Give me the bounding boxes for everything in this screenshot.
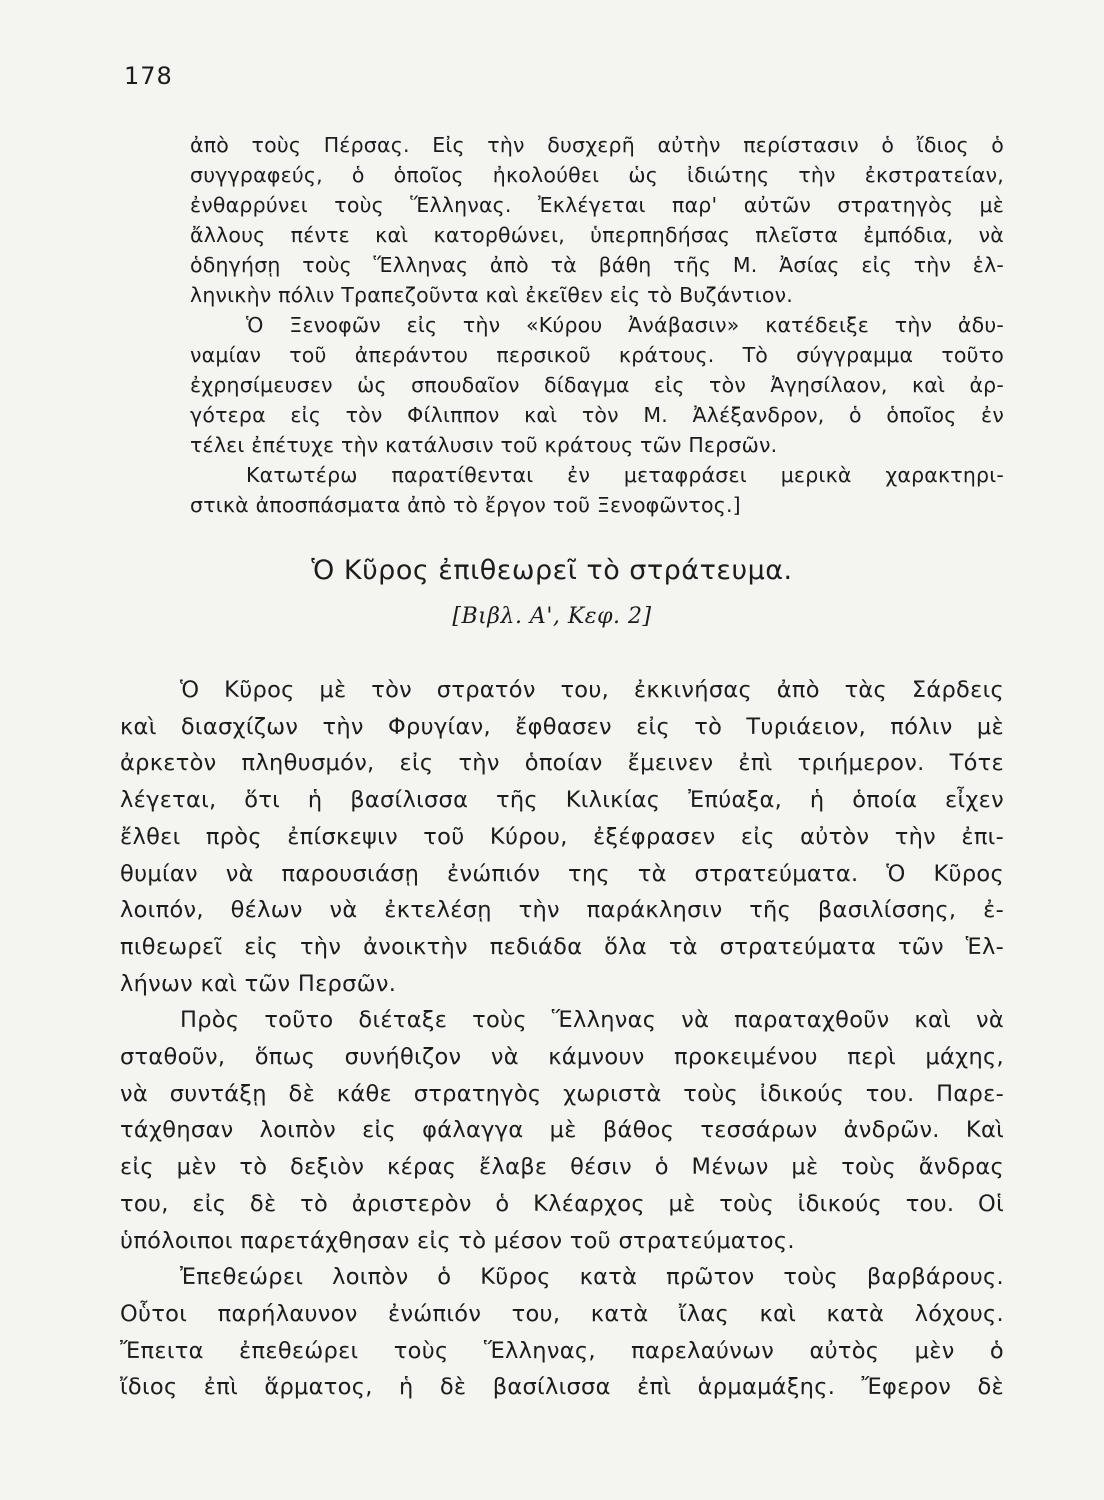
body-line: τάχθησαν λοιπὸν εἰς φάλαγγα μὲ βάθος τεσσάρων ἀνδρῶν. Καὶ: [120, 1117, 1004, 1144]
body-line: Ἐπεθεώρει λοιπὸν ὁ Κῦρος κατὰ πρῶτον τοὺς βαρβάρους.: [180, 1264, 1004, 1291]
body-line: σταθοῦν, ὅπως συνήθιζον νὰ κάμνουν προκειμένου περὶ μάχης,: [120, 1044, 1004, 1071]
intro-line: ἐχρησίμευσεν ὡς σπουδαῖον δίδαγμα εἰς τὸν Ἀγησίλαον, καὶ ἀρ-: [190, 373, 1004, 397]
body-line: πιθεωρεῖ εἰς τὴν ἀνοικτὴν πεδιάδα ὅλα τὰ στρατεύματα τῶν Ἑλ-: [120, 933, 1004, 960]
intro-line: γότερα εἰς τὸν Φίλιππον καὶ τὸν Μ. Ἀλέξανδρον, ὁ ὁποῖος ἐν: [190, 403, 1004, 427]
main-text: [120, 672, 1004, 1406]
body-line: νὰ συντάξῃ δὲ κάθε στρατηγὸς χωριστὰ τοὺς ἰδικούς του. Παρε-: [120, 1080, 1004, 1107]
body-line: Οὗτοι παρήλαυνον ἐνώπιόν του, κατὰ ἴλας καὶ κατὰ λόχους.: [120, 1300, 1004, 1327]
body-line: λήνων καὶ τῶν Περσῶν.: [120, 970, 397, 997]
intro-line: τέλει ἐπέτυχε τὴν κατάλυσιν τοῦ κράτους τῶν Περσῶν.: [190, 433, 778, 457]
body-line: Ὁ Κῦρος μὲ τὸν στρατόν του, ἐκκινήσας ἀπὸ τὰς Σάρδεις: [180, 677, 1004, 703]
intro-line: ὁδηγήσῃ τοὺς Ἕλληνας ἀπὸ τὰ βάθη τῆς Μ. Ἀσίας εἰς τὴν ἑλ-: [190, 253, 1004, 277]
body-line: ὑπόλοιποι παρετάχθησαν εἰς τὸ μέσον τοῦ στρατεύματος.: [120, 1227, 795, 1254]
body-line: ἔλθει πρὸς ἐπίσκεψιν τοῦ Κύρου, ἐξέφρασεν εἰς αὐτὸν τὴν ἐπι-: [120, 823, 1004, 850]
intro-line: ἄλλους πέντε καὶ κατορθώνει, ὑπερπηδήσας πλεῖστα ἐμπόδια, νὰ: [190, 223, 1004, 247]
intro-line: ναμίαν τοῦ ἀπεράντου περσικοῦ κράτους. Τὸ σύγγραμμα τοῦτο: [190, 343, 1004, 367]
body-line: Πρὸς τοῦτο διέταξε τοὺς Ἕλληνας νὰ παραταχθοῦν καὶ νὰ: [180, 1007, 1004, 1034]
intro-line: συγγραφεύς, ὁ ὁποῖος ἠκολούθει ὡς ἰδιώτης τὴν ἐκστρατείαν,: [190, 163, 1004, 187]
body-line: Ἔπειτα ἐπεθεώρει τοὺς Ἕλληνας, παρελαύνων αὐτὸς μὲν ὁ: [120, 1337, 1004, 1364]
body-line: εἰς μὲν τὸ δεξιὸν κέρας ἔλαβε θέσιν ὁ Μένων μὲ τοὺς ἄνδρας: [120, 1154, 1004, 1181]
page-number: 178: [124, 62, 173, 90]
body-line: θυμίαν νὰ παρουσιάσῃ ἐνώπιόν της τὰ στρατεύματα. Ὁ Κῦρος: [120, 860, 1004, 887]
body-line: λοιπόν, θέλων νὰ ἐκτελέσῃ τὴν παράκλησιν τῆς βασιλίσσης, ἐ-: [120, 897, 1004, 924]
body-line: λέγεται, ὅτι ἡ βασίλισσα τῆς Κιλικίας Ἐπύαξα, ἡ ὁποία εἶχεν: [120, 787, 1004, 814]
intro-line: στικὰ ἀποσπάσματα ἀπὸ τὸ ἔργον τοῦ Ξενοφῶντος.]: [190, 493, 741, 517]
chapter-heading: Ὁ Κῦρος ἐπιθεωρεῖ τὸ στράτευμα.: [311, 555, 793, 586]
intro-line: ληνικὴν πόλιν Τραπεζοῦντα καὶ ἐκεῖθεν εἰς τὸ Βυζάντιον.: [190, 283, 793, 307]
intro-line: ἀπὸ τοὺς Πέρσας. Εἰς τὴν δυσχερῆ αὐτὴν περίστασιν ὁ ἴδιος ὁ: [190, 133, 1004, 157]
body-line: ἀρκετὸν πληθυσμόν, εἰς τὴν ὁποίαν ἔμεινεν ἐπὶ τριήμερον. Τότε: [120, 750, 1004, 777]
body-line: καὶ διασχίζων τὴν Φρυγίαν, ἔφθασεν εἰς τὸ Τυριάειον, πόλιν μὲ: [120, 713, 1004, 740]
intro-line: Κατωτέρω παρατίθενται ἐν μεταφράσει μερικὰ χαρακτηρι-: [246, 463, 1004, 487]
intro-line: ἐνθαρρύνει τοὺς Ἕλληνας. Ἐκλέγεται παρ' αὐτῶν στρατηγὸς μὲ: [190, 193, 1004, 217]
intro-line: Ὁ Ξενοφῶν εἰς τὴν «Κύρου Ἀνάβασιν» κατέδειξε τὴν ἀδυ-: [246, 313, 1004, 337]
intro-paragraph: [190, 130, 1004, 520]
chapter-reference: [Βιβλ. Α', Κεφ. 2]: [452, 604, 652, 629]
body-line: του, εἰς δὲ τὸ ἀριστερὸν ὁ Κλέαρχος μὲ τοὺς ἰδικούς του. Οἱ: [120, 1190, 1004, 1217]
body-line: ἴδιος ἐπὶ ἅρματος, ἡ δὲ βασίλισσα ἐπὶ ἁρμαμάξης. Ἔφερον δὲ: [120, 1374, 1004, 1401]
